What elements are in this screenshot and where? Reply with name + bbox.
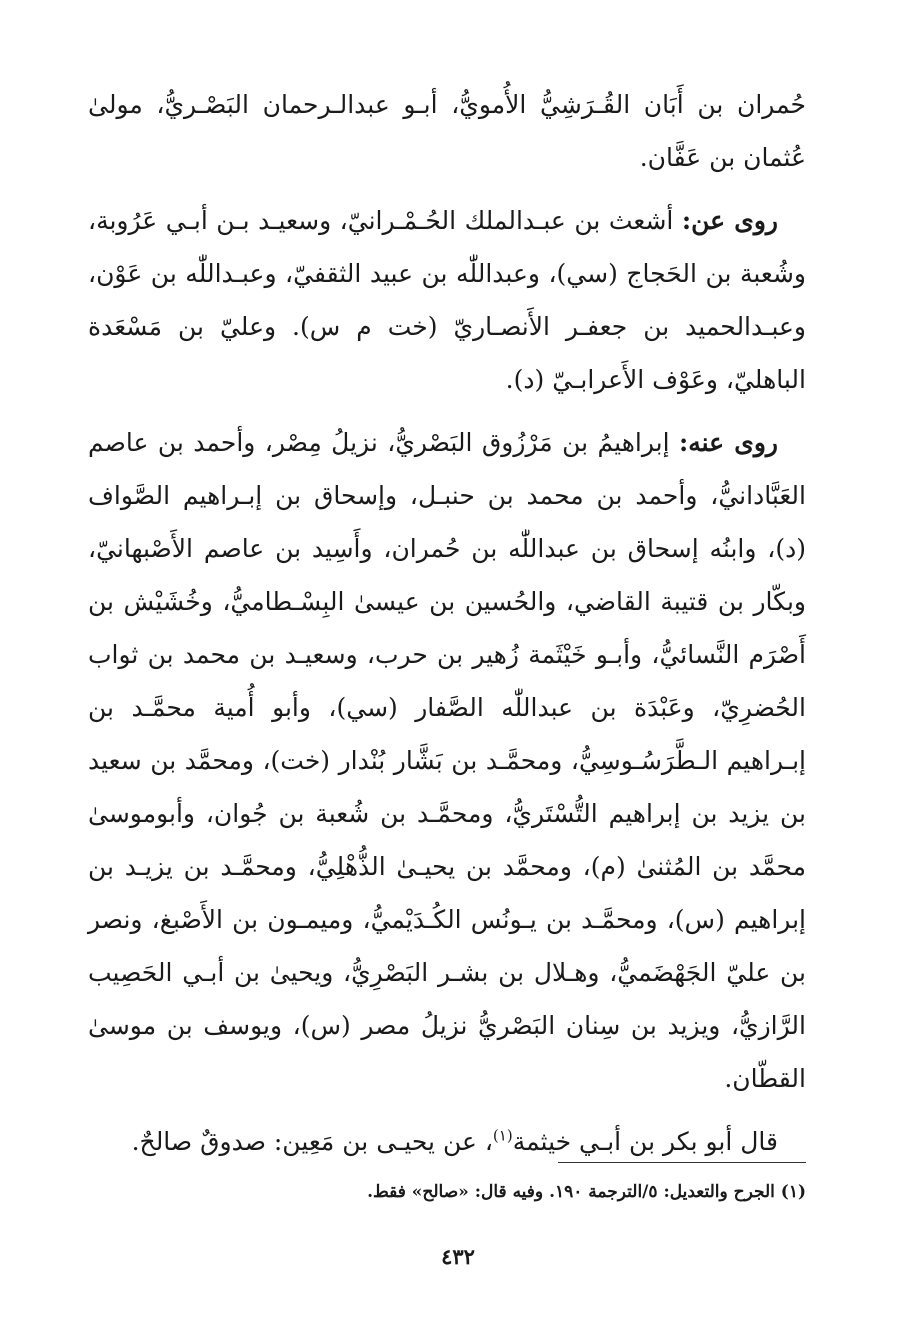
footnote-marker: (١)	[492, 1126, 513, 1145]
assessment-text-start: قال أبو بكر بن أبـي خيثمة	[512, 1127, 778, 1156]
narrated-by-paragraph	[88, 416, 806, 1105]
page-number-text: ٤٣٢	[441, 1244, 475, 1269]
page-body	[88, 78, 806, 1168]
page-number	[0, 1244, 916, 1269]
footnote-divider	[558, 1162, 806, 1163]
assessment-paragraph	[88, 1115, 806, 1168]
entry-heading	[88, 78, 806, 184]
narrated-by-label: روى عنه:	[678, 428, 778, 457]
entry-heading-text: حُمران بن أَبَان القُـرَشِيُّ الأُمويُّ، أبـو عبدالـرحمان البَصْـريُّ، مولىٰ عُثمان بن عَفَّان.	[88, 90, 806, 172]
narrated-from-paragraph	[88, 194, 806, 406]
narrated-from-text: أشعث بن عبـدالملك الحُـمْـرانيّ، وسعيـد بـن أبـي عَرُوبة، وشُعبة بن الحَجاج (سي)، وعبداللّٰه بن عبيد الثقفيّ، وعبـداللّٰه بن عَوْن، وعبـدالحميد بن جعفـر الأَنصـاريّ (خت م س). وعليّ بن مَسْعَدة الباهليّ، وعَوْف الأَعرابـيّ (د).	[88, 206, 806, 394]
narrated-from-label: روى عن:	[681, 206, 779, 235]
narrated-by-text: إبراهيمُ بن مَرْزُوق البَصْريُّ، نزيلُ مِصْر، وأحمد بن عاصم العَبَّادانيُّ، وأحمد بن محمد بن حنبـل، وإسحاق بن إبـراهيم الصَّواف (د)، وابنُه إسحاق بن عبداللّٰه بن حُمران، وأَسِيد بن عاصم الأَصْبهانيّ، وبكّار بن قتيبة القاضي، والحُسين بن عيسىٰ البِسْـطاميُّ، وخُشَيْش بن أَصْرَم النَّسائيُّ، وأبـو خَيْثَمة زُهير بن حرب، وسعيـد بن محمد بن ثواب الحُضرِيّ، وعَبْدَة بن عبداللّٰه الصَّفار (سي)، وأبو أُمية محمَّـد بن إبـراهيم الـطَّرَسُـوسِيُّ، ومحمَّـد بن بَشَّار بُنْدار (خت)، ومحمَّد بن سعيد بن يزيد بن إبراهيم التُّسْتَريُّ، ومحمَّـد بن شُعبة بن جُوان، وأبوموسىٰ محمَّد بن المُثنىٰ (م)، ومحمَّد بن يحيـىٰ الذُّهْلِيُّ، ومحمَّـد بن يزيـد بن إبراهيم (س)، ومحمَّـد بن يـونُس الكُـدَيْميُّ، وميمـون بن الأَصْبغ، ونصر بن عليّ الجَهْضَميُّ، وهـلال بن بشـر البَصْرِيُّ، ويحيىٰ بن أبـي الحَصِيب الرَّازيُّ، ويزيد بن سِنان البَصْريُّ نزيلُ مصر (س)، ويوسف بن موسىٰ القطّان.	[88, 428, 806, 1093]
footnote	[106, 1178, 806, 1206]
footnote-text: (١) الجرح والتعديل: ٥/الترجمة ١٩٠. وفيه قال: «صالح» فقط.	[367, 1182, 806, 1202]
assessment-text-end: ، عن يحيـى بن مَعِين: صدوقٌ صالحٌ.	[131, 1127, 493, 1156]
